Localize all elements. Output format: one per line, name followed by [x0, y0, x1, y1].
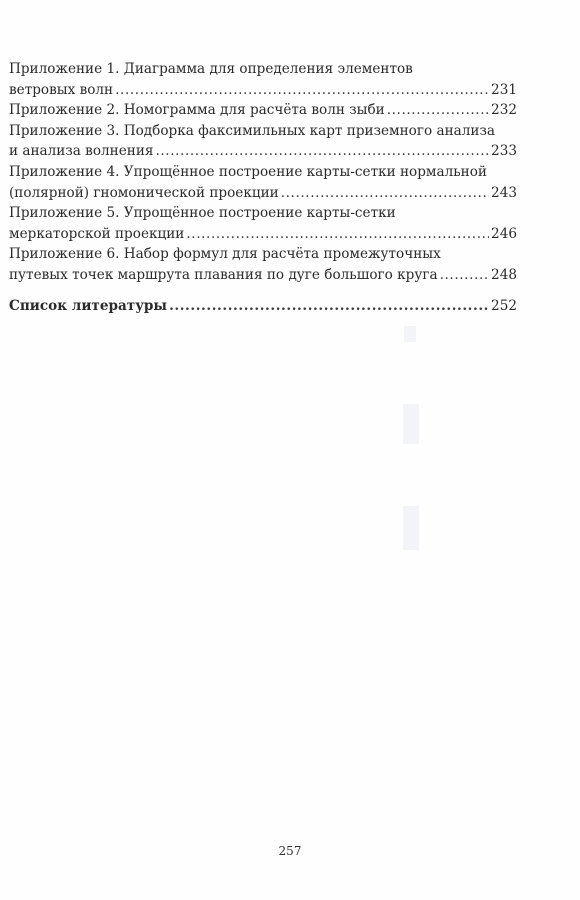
toc-entry-appendix-3	[9, 121, 517, 162]
toc-entry-title-line: (полярной) гномонической проекции	[9, 184, 279, 201]
toc-entry-title-line: меркаторской проекции	[9, 225, 185, 242]
page-number: 248	[491, 266, 517, 283]
toc-entry-title-line: Приложение 3. Подборка факсимильных карт приземного анализа	[9, 122, 495, 139]
dot-leader	[440, 265, 489, 286]
dot-leader	[387, 100, 489, 121]
toc-entry-last-line	[9, 296, 517, 317]
dot-leader	[169, 296, 489, 317]
toc-entry-last-line	[9, 224, 517, 245]
dot-leader	[155, 141, 489, 162]
page-number: 246	[491, 225, 517, 242]
dot-leader	[186, 224, 489, 245]
show-through-mark	[403, 404, 419, 444]
toc-entry-title-line: Приложение 1. Диаграмма для определения элементов	[9, 61, 413, 77]
dot-leader	[281, 183, 489, 204]
toc-entry-title-line: Приложение 2. Номограмма для расчёта волн зыби	[9, 102, 385, 119]
page-number: 232	[491, 102, 517, 119]
toc-entry-last-line	[9, 141, 517, 162]
table-of-contents	[9, 59, 517, 316]
page-number: 252	[491, 297, 517, 314]
toc-entry-appendix-6	[9, 244, 517, 285]
toc-entry-appendix-1	[9, 59, 517, 100]
page-number: 243	[491, 184, 517, 201]
show-through-mark	[404, 326, 416, 342]
toc-entry-title-line: Приложение 5. Упрощённое построение карты-сетки	[9, 205, 396, 222]
page-number: 231	[491, 81, 517, 98]
show-through-mark	[403, 506, 419, 550]
toc-entry-bibliography	[9, 296, 517, 317]
toc-entry-appendix-4	[9, 162, 517, 203]
toc-entry-title-line: ветровых волн	[9, 81, 114, 98]
page-folio: 257	[278, 844, 302, 858]
toc-entry-last-line	[9, 100, 517, 121]
toc-entry-last-line	[9, 183, 517, 204]
toc-entry-title-line: Приложение 6. Набор формул для расчёта промежуточных	[9, 246, 441, 263]
toc-entry-title-line: Приложение 4. Упрощённое построение карты-сетки нормальной	[9, 163, 487, 180]
toc-entry-title-line: путевых точек маршрута плавания по дуге большого круга	[9, 266, 438, 283]
dot-leader	[115, 80, 489, 101]
toc-entry-last-line	[9, 80, 517, 101]
toc-entry-appendix-5	[9, 203, 517, 244]
page-number: 233	[491, 143, 517, 160]
toc-entry-last-line	[9, 265, 517, 286]
bibliography-title: Список литературы	[9, 297, 168, 314]
toc-entry-title-line: и анализа волнения	[9, 143, 154, 160]
toc-entry-appendix-2	[9, 100, 517, 121]
